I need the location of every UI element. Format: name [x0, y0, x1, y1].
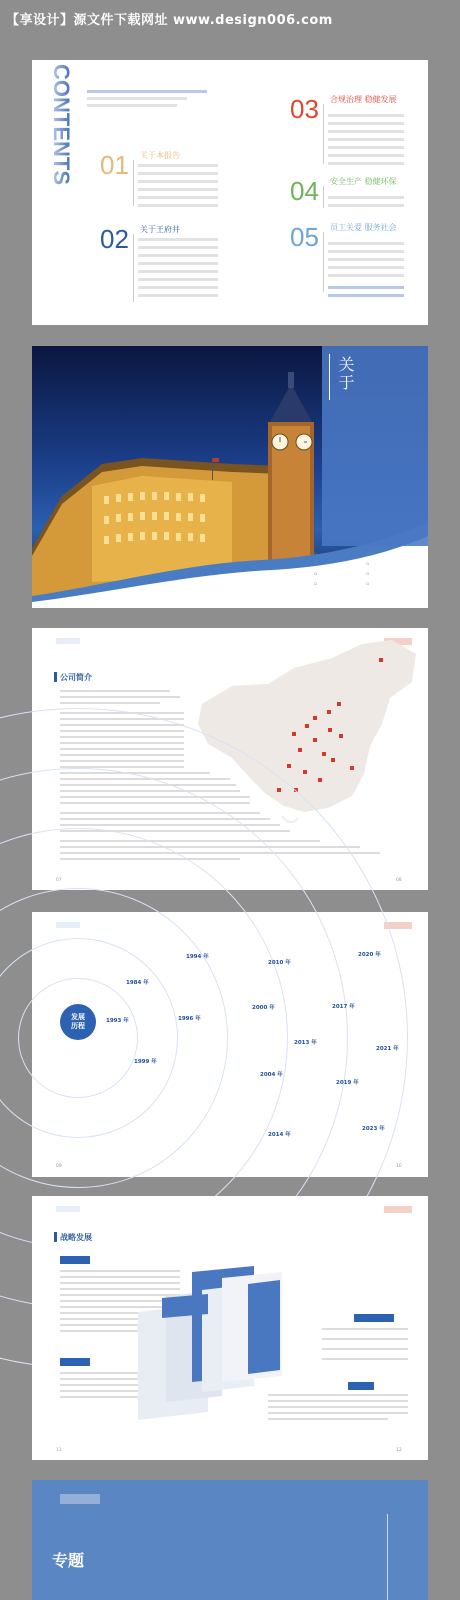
sub-tag: [348, 1382, 374, 1390]
about-title: 关于: [336, 356, 355, 392]
year-label: 2023 年: [362, 1126, 385, 1132]
year-label: 1996 年: [178, 1016, 201, 1022]
year-label: 2004 年: [260, 1072, 283, 1078]
year-label: 2019 年: [336, 1080, 359, 1086]
strategy-page: [32, 1196, 428, 1460]
year-label: 2014 年: [268, 1132, 291, 1138]
section-heading: 战略发展: [60, 1233, 92, 1242]
badge-line-1: 发展: [71, 1013, 85, 1021]
feature-lines: [87, 90, 207, 107]
vertical-rule: [387, 1514, 388, 1600]
year-label: 1999 年: [134, 1059, 157, 1065]
page-number-right: 12: [396, 1448, 402, 1453]
svg-text:CONTENTS: CONTENTS: [49, 64, 74, 185]
section-title: 合规治理 稳健发展: [330, 95, 397, 104]
section-number: 03: [290, 94, 319, 124]
year-label: 1984 年: [126, 980, 149, 986]
banner-title: 【享设计】源文件下载网址 www.design006.com: [6, 13, 333, 28]
company-logo: [60, 1494, 100, 1504]
title-rule: [329, 354, 330, 400]
contents-vertical-label: [40, 64, 74, 196]
section-01: [100, 150, 180, 180]
year-label: 2020 年: [358, 952, 381, 958]
page-number-left: 11: [56, 1448, 62, 1453]
year-label: 2021 年: [376, 1046, 399, 1052]
section-05: [290, 222, 397, 252]
year-label: 1994 年: [186, 954, 209, 960]
year-label: 1993 年: [106, 1018, 129, 1024]
section-title: 员工关爱 服务社会: [330, 223, 397, 232]
year-label: 2013 年: [294, 1040, 317, 1046]
year-label: 2017 年: [332, 1004, 355, 1010]
section-number: 01: [100, 150, 129, 180]
section-title: 安全生产 稳健环保: [330, 177, 397, 186]
section-heading: 公司简介: [60, 673, 92, 682]
special-title: 专题: [52, 1551, 85, 1570]
year-label: 2000 年: [252, 1005, 275, 1011]
about-cover-page: [32, 346, 428, 608]
section-number: 05: [290, 222, 319, 252]
history-page: [32, 912, 428, 1177]
section-title: 关于本报告: [140, 151, 180, 160]
section-number: 02: [100, 224, 129, 254]
special-topic-page: [32, 1480, 428, 1600]
section-title: 关于王府井: [140, 225, 180, 234]
section-04: [290, 176, 397, 206]
contents-page: [32, 60, 428, 325]
chapter-list: [314, 550, 424, 590]
page-number-left: 09: [56, 1164, 62, 1169]
sub-tag: [354, 1314, 394, 1322]
page-number-right: 10: [396, 1164, 402, 1169]
section-02: [100, 224, 180, 254]
section-number: 04: [290, 176, 319, 206]
section-03: [290, 94, 397, 124]
page-number-right: 08: [396, 878, 402, 883]
history-badge: [60, 1004, 96, 1040]
badge-line-2: 历程: [71, 1022, 85, 1030]
top-banner: [0, 0, 460, 36]
year-label: 2010 年: [268, 960, 291, 966]
page-number-left: 07: [56, 878, 62, 883]
